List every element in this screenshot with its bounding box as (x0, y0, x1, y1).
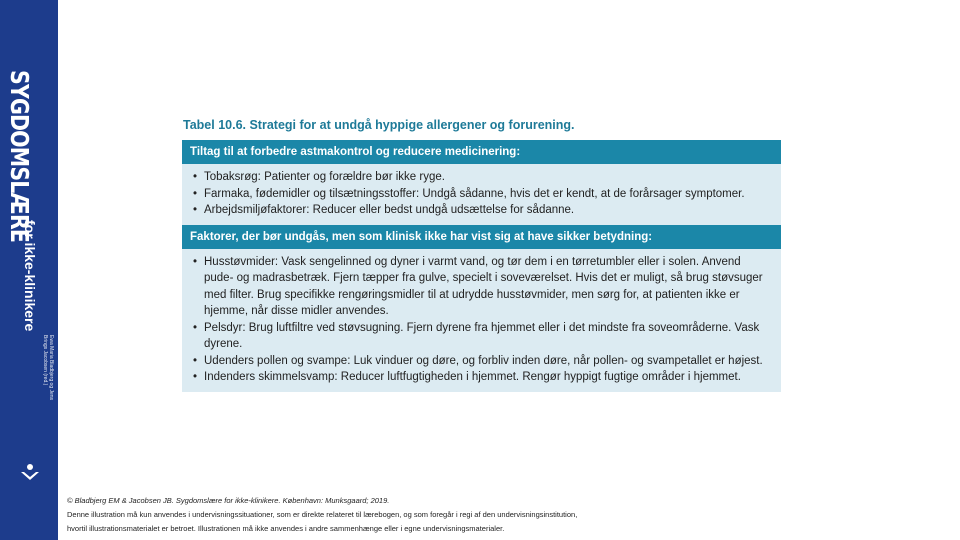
list-item: • Tobaksrøg: Patienter og forældre bør ikke ryge. (190, 169, 773, 186)
strategy-table (182, 118, 781, 392)
usage-terms-line: Denne illustration må kun anvendes i undervisningssituationer, som er direkte relateret til lærebogen, og som foregår i regi af den undervisningsinstitution, (67, 510, 578, 519)
brand-title: SYGDOMSLÆRE (5, 70, 34, 243)
section-body-avoid-factors (182, 249, 781, 392)
section-body-asthma-control (182, 164, 781, 225)
list-item: • Pelsdyr: Brug luftfiltre ved støvsugning. Fjern dyrene fra hjemmet eller i det mindste fra soveområderne. Vask dyrene. (190, 320, 773, 353)
list-item: • Farmaka, fødemidler og tilsætningsstoffer: Undgå sådanne, hvis det er kendt, at de forårsager symptomer. (190, 186, 773, 203)
brand-subtitle: for ikke-klinikere (22, 220, 38, 332)
publisher-logo-icon (20, 462, 40, 484)
list-item: • Arbejdsmiljøfaktorer: Reducer eller bedst undgå udsættelse for sådanne. (190, 202, 773, 219)
copyright-notice (67, 494, 577, 536)
brand-editors: Ewa Maria Bladbjerg og Jens Brings Jacobsen (red.) (42, 335, 54, 401)
section-heading-avoid-factors: Faktorer, der bør undgås, men som klinisk ikke har vist sig at have sikker betydning: (182, 225, 781, 249)
sidebar (0, 0, 58, 540)
list-item: • Indenders skimmelsvamp: Reducer luftfugtigheden i hjemmet. Rengør hyppigt fugtige områder i hjemmet. (190, 369, 773, 386)
list-item: • Husstøvmider: Vask sengelinned og dyner i varmt vand, og tør dem i en tørretumbler eller i solen. Anvend pude- og madrasbetræk. Fjern tæpper fra gulve, specielt i soveværelset. Hvis det er muligt, så brug støvsuger med filter. Brug specifikke rengøringsmidler til at udrydde husstøvmider, men sørg for, at patienten ikke er hjemme, når disse midler anvendes. (190, 254, 773, 320)
usage-terms-line: hvortil illustrationsmaterialet er betroet. Illustrationen må ikke anvendes i andre sammenhænge eller i egne undervisningsmaterialer. (67, 524, 505, 533)
copyright-line: © Bladbjerg EM & Jacobsen JB. Sygdomslære for ikke-klinikere. København: Munksgaard; 2019. (67, 496, 390, 505)
table-title: Tabel 10.6. Strategi for at undgå hyppige allergener og forurening. (183, 118, 575, 132)
list-item: • Udenders pollen og svampe: Luk vinduer og døre, og forbliv inden døre, når pollen- og svampetallet er højest. (190, 353, 773, 370)
section-heading-asthma-control: Tiltag til at forbedre astmakontrol og reducere medicinering: (182, 140, 781, 164)
